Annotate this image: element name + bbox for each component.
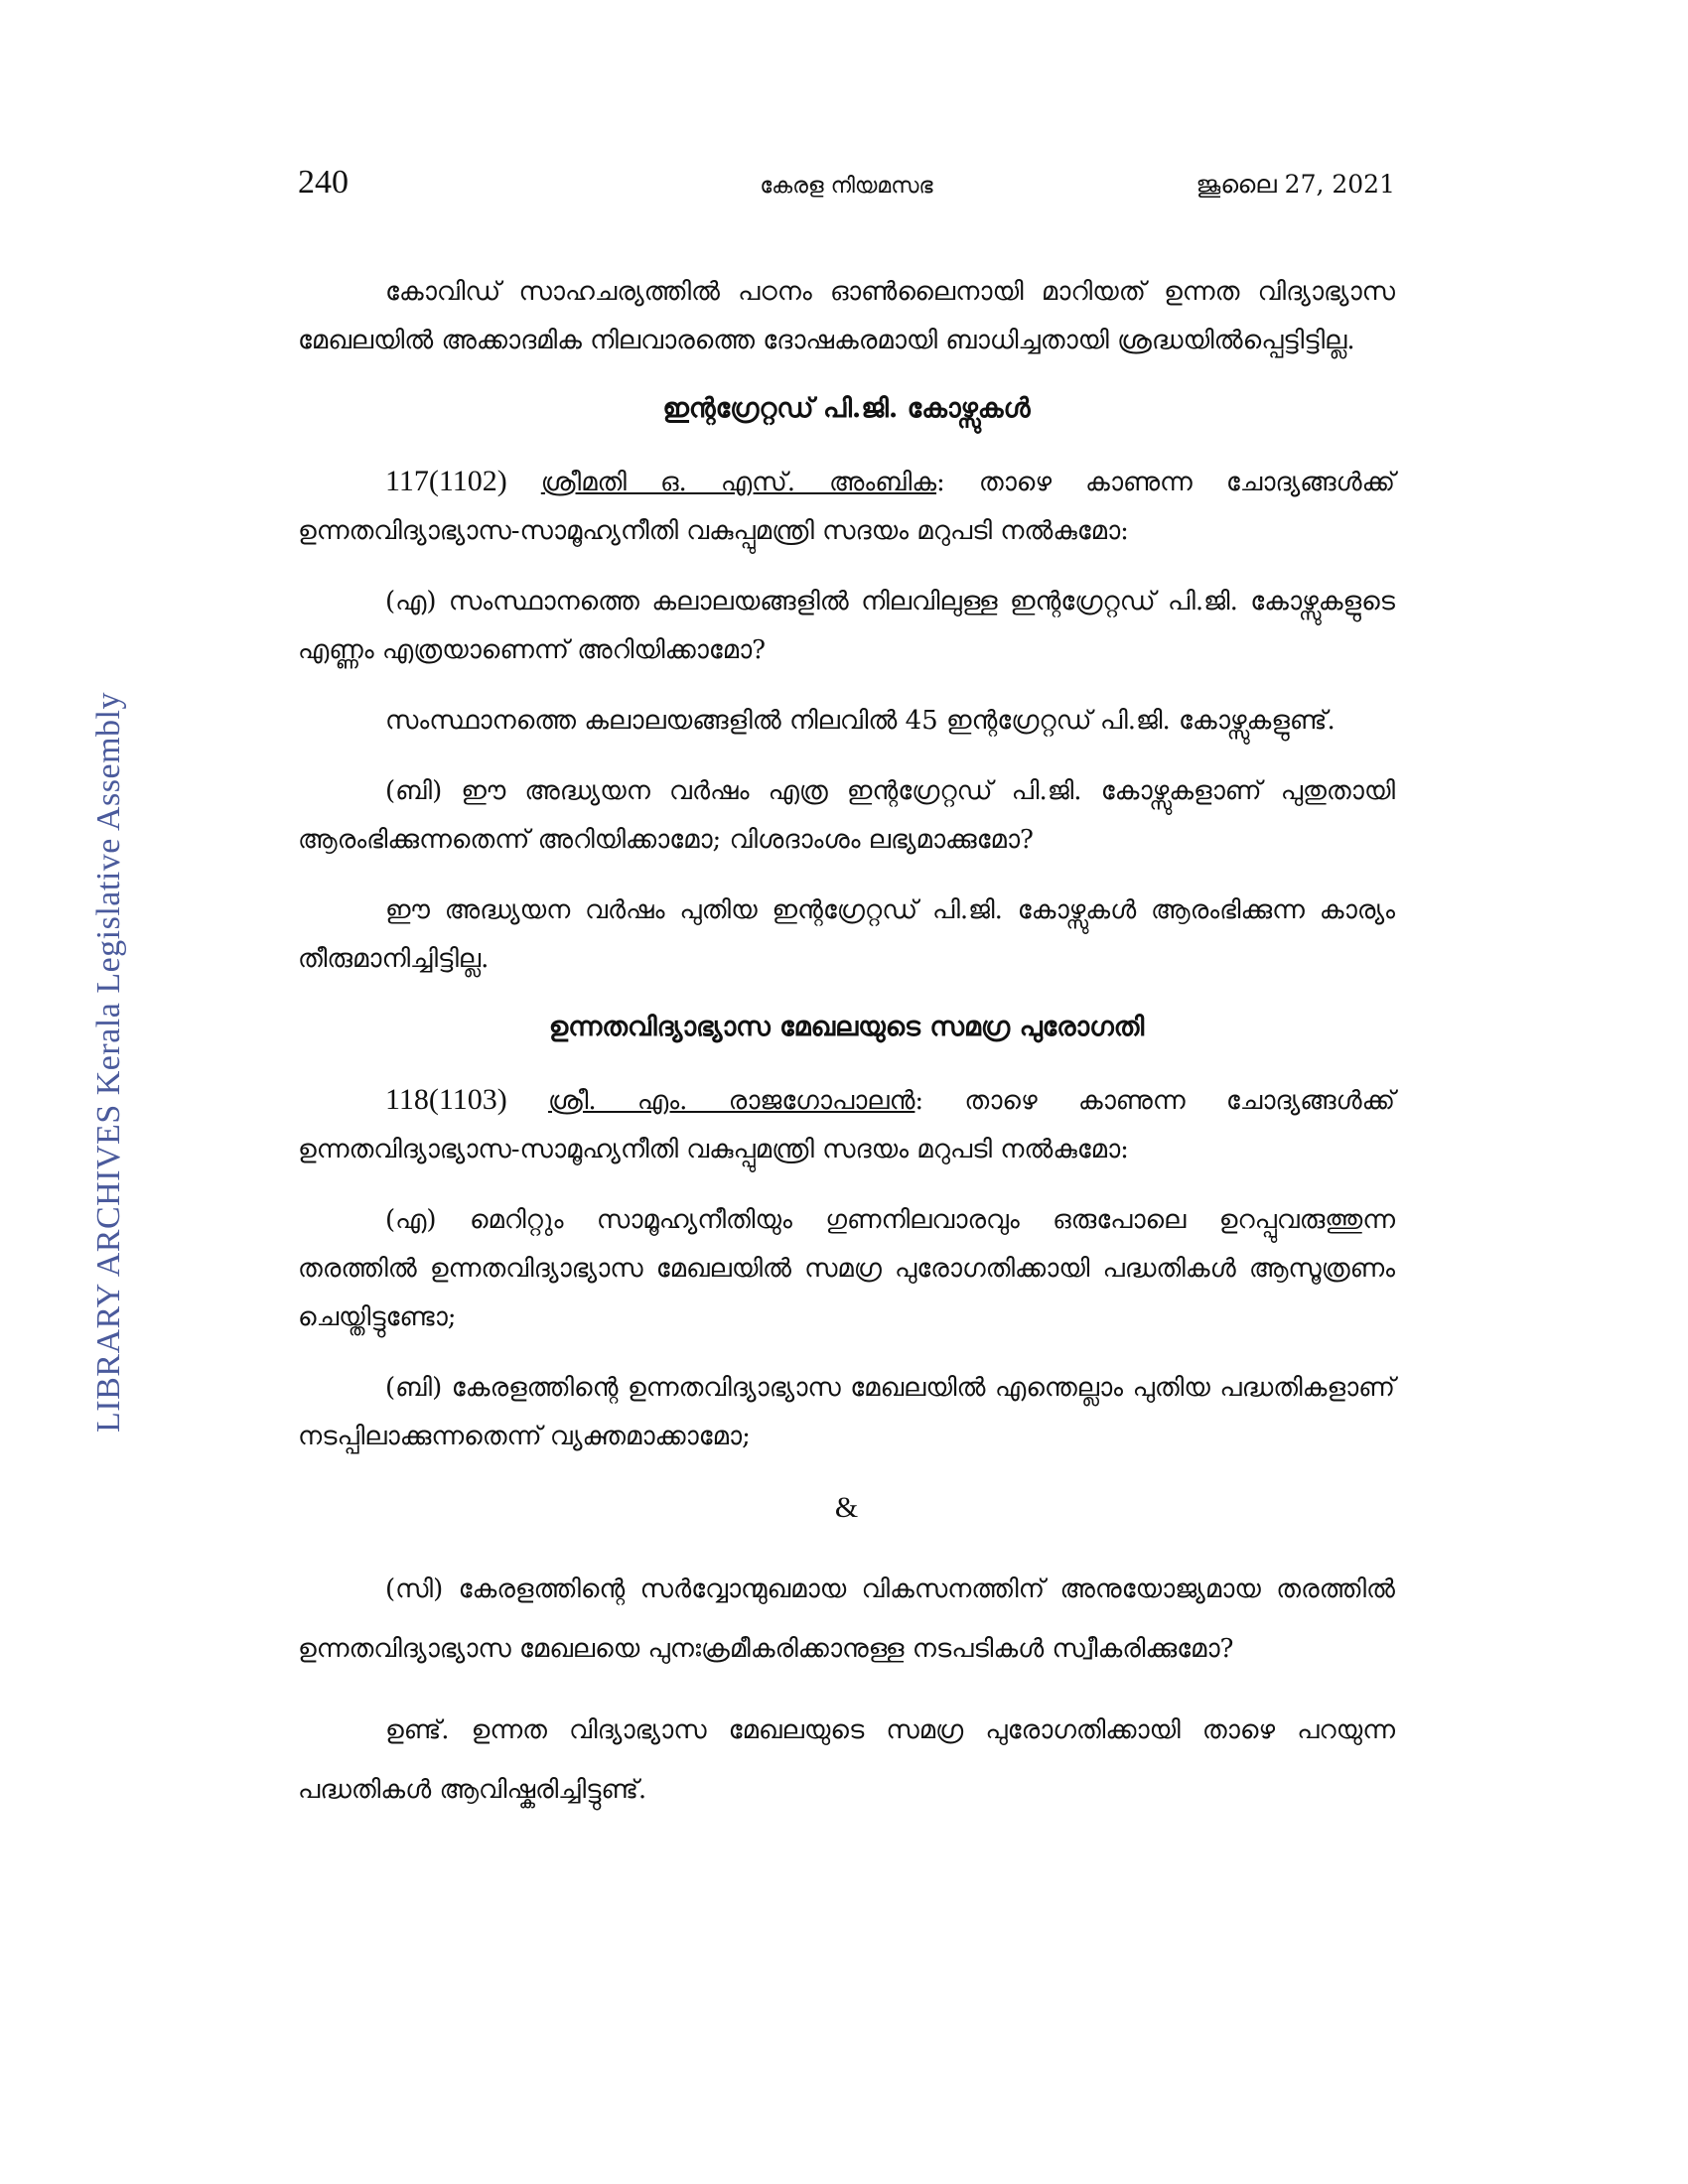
section-heading-integrated-pg: ഇന്റഗ്രേറ്റഡ് പി.ജി. കോഴ്സുകൾ	[662, 393, 1031, 424]
page-header	[298, 164, 1395, 213]
question-117-b: (ബി) ഈ അദ്ധ്യയന വർഷം എത്ര ഇന്റഗ്രേറ്റഡ് പി.ജി. കോഴ്സുകളാണ് പുതുതായി ആരംഭിക്കുന്നതെന്ന് അറിയിക്കാമോ; വിശദാംശം ലഭ്യമാക്കുമോ?	[298, 776, 1395, 855]
question-118-a: (എ) മെറിറ്റും സാമൂഹ്യനീതിയും ഗുണനിലവാരവും ഒരുപോലെ ഉറപ്പുവരുത്തുന്ന തരത്തിൽ ഉന്നതവിദ്യാഭ്യാസ മേഖലയിൽ സമഗ്ര പുരോഗതിക്കായി പദ്ധതികൾ ആസൂത്രണം ചെയ്തിട്ടുണ്ടോ;	[298, 1205, 1395, 1332]
question-intro: : താഴെ കാണുന്ന ചോദ്യങ്ങൾക്ക് ഉന്നതവിദ്യാഭ്യാസ-സാമൂഹ്യനീതി വകുപ്പുമന്ത്രി സദയം മറുപടി നൽകുമോ:	[298, 468, 1395, 546]
answer-117-a: സംസ്ഥാനത്തെ കലാലയങ്ങളിൽ നിലവിൽ 45 ഇന്റഗ്രേറ്റഡ് പി.ജി. കോഴ്സുകളുണ്ട്.	[385, 706, 1336, 736]
header-title: കേരള നിയമസഭ	[760, 174, 933, 199]
question-number: 118(1103)	[385, 1083, 507, 1116]
member-name: ശ്രീ. എം. രാജഗോപാലൻ	[548, 1086, 915, 1116]
member-name: ശ്രീമതി ഒ. എസ്. അംബിക	[540, 468, 937, 497]
page-number: 240	[298, 164, 349, 201]
section-heading-higher-education: ഉന്നതവിദ്യാഭ്യാസ മേഖലയുടെ സമഗ്ര പുരോഗതി	[548, 1012, 1145, 1042]
question-number: 117(1102)	[385, 465, 507, 497]
header-date: ജൂലൈ 27, 2021	[1196, 170, 1395, 199]
page-body	[298, 268, 1395, 1842]
intro-answer: കോവിഡ് സാഹചര്യത്തിൽ പഠനം ഓൺലൈനായി മാറിയത് ഉന്നത വിദ്യാഭ്യാസ മേഖലയിൽ അക്കാദമിക നിലവാരത്തെ ദോഷകരമായി ബാധിച്ചതായി ശ്രദ്ധയിൽപ്പെട്ടിട്ടില്ല.	[298, 277, 1395, 355]
archive-watermark: LIBRARY ARCHIVES Kerala Legislative Assembly	[90, 691, 127, 1433]
question-117-a: (എ) സംസ്ഥാനത്തെ കലാലയങ്ങളിൽ നിലവിലുള്ള ഇന്റഗ്രേറ്റഡ് പി.ജി. കോഴ്സുകളുടെ എണ്ണം എത്രയാണെന്ന് അറിയിക്കാമോ?	[298, 587, 1395, 665]
question-118-c: (സി) കേരളത്തിന്റെ സർവ്വോന്മുഖമായ വികസനത്തിന് അനുയോജ്യമായ തരത്തിൽ ഉന്നതവിദ്യാഭ്യാസ മേഖലയെ പുനഃക്രമീകരിക്കാനുള്ള നടപടികൾ സ്വീകരിക്കുമോ?	[298, 1574, 1395, 1664]
question-intro: : താഴെ കാണുന്ന ചോദ്യങ്ങൾക്ക് ഉന്നതവിദ്യാഭ്യാസ-സാമൂഹ്യനീതി വകുപ്പുമന്ത്രി സദയം മറുപടി നൽകുമോ:	[298, 1086, 1395, 1164]
answer-118: ഉണ്ട്. ഉന്നത വിദ്യാഭ്യാസ മേഖലയുടെ സമഗ്ര പുരോഗതിക്കായി താഴെ പറയുന്ന പദ്ധതികൾ ആവിഷ്കരിച്ചിട്ടുണ്ട്.	[298, 1715, 1395, 1805]
question-118	[298, 1075, 1395, 1174]
ampersand-separator: &	[834, 1491, 859, 1524]
question-117	[298, 457, 1395, 556]
answer-117-b: ഈ അദ്ധ്യയന വർഷം പുതിയ ഇന്റഗ്രേറ്റഡ് പി.ജി. കോഴ്സുകൾ ആരംഭിക്കുന്ന കാര്യം തീരുമാനിച്ചിട്ടില്ല.	[298, 895, 1395, 974]
question-118-b: (ബി) കേരളത്തിന്റെ ഉന്നതവിദ്യാഭ്യാസ മേഖലയിൽ എന്തെല്ലാം പുതിയ പദ്ധതികളാണ് നടപ്പിലാക്കുന്നതെന്ന് വ്യക്തമാക്കാമോ;	[298, 1373, 1395, 1451]
